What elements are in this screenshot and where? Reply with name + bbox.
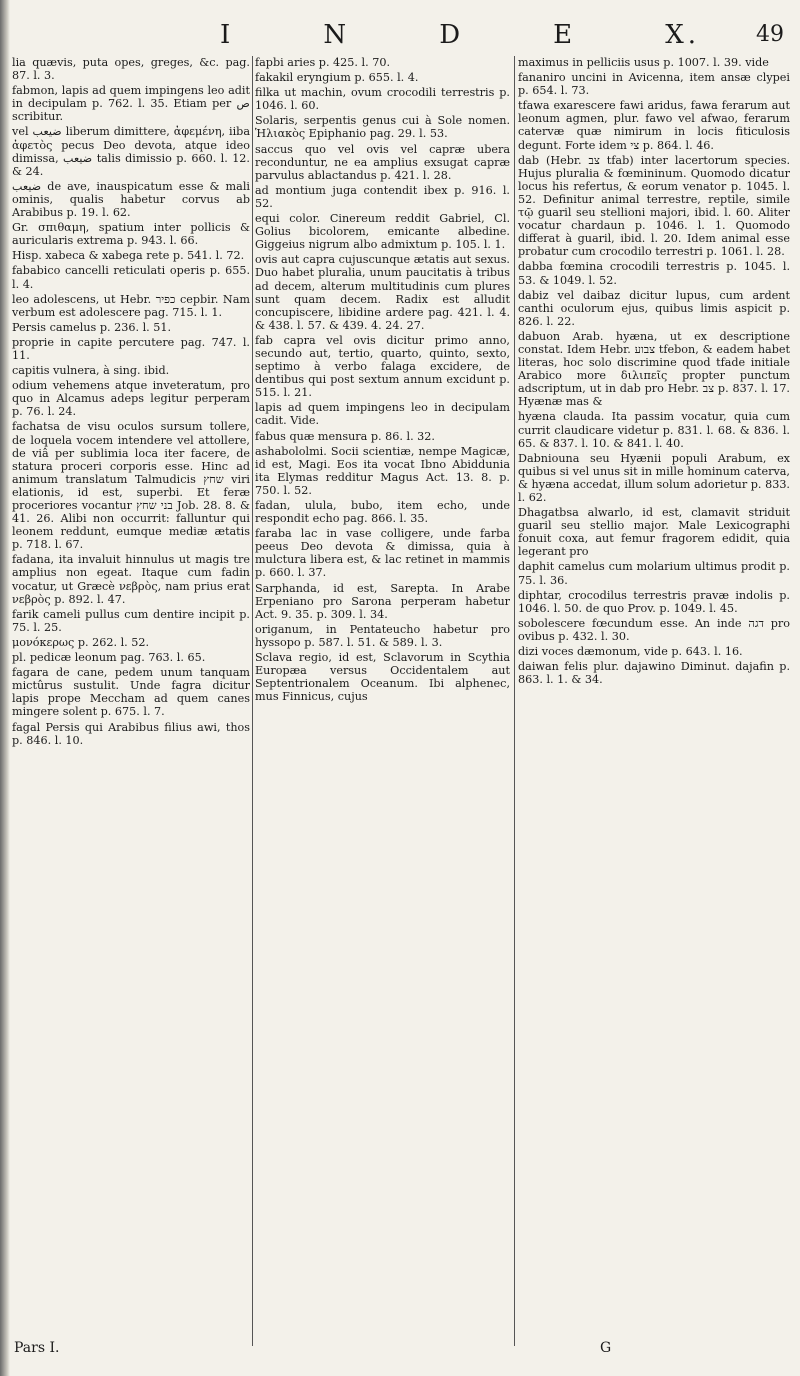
index-entry: μονόκερως p. 262. l. 52. [12,635,150,649]
index-entry: dizi voces dæmonum, vide p. 643. l. 16. [518,645,743,659]
index-entry: fagal Persis qui Arabibus filius awi, thos p. 846. l. 10. [12,720,250,747]
index-entry: pl. pedicæ leonum pag. 763. l. 65. [12,651,206,665]
index-entry: dabiz vel daibaz dicitur lupus, cum ardent canthi oculorum ejus, quibus limis aspicit p. 826. l. 22. [518,288,790,328]
index-entry: fachatsa de visu oculos sursum tollere, de loquela vocem intendere vel attollere, de viâ per sublimia loca iter facere, de statura proceri corporis esse. Hinc ad animum translatum Talmudicis שחץ viri elationis, id est, superbi. Et feræ proceriores vocantur בני שחץ Job. 28. 8. & 41. 26. Alibi non occurrit: falluntur qui leonem reddunt, eumque mediæ ætatis p. 718. l. 67. [12,420,250,552]
index-entry: lapis ad quem impingens leo in decipulam cadit. Vide. [255,401,510,428]
index-entry: Sarphanda, id est, Sarepta. In Arabe Erpeniano pro Sarona perperam habetur Act. 9. 35. p. 309. l. 34. [255,581,510,621]
index-entry: proprie in capite percutere pag. 747. l. 11. [12,335,250,362]
index-entry: sobolescere fœcundum esse. An inde דגה pro ovibus p. 432. l. 30. [518,616,790,643]
header-letter: E [553,20,577,50]
index-entry: daiwan felis plur. dajawino Diminut. dajafin p. 863. l. 1. & 34. [518,660,790,687]
index-entry: fagara de cane, pedem unum tanquam mictûrus sustulit. Unde fagra dicitur lapis prope Meccham ad quem canes mingere solent p. 675. l. 7. [12,666,250,719]
index-entry: ad montium juga contendit ibex p. 916. l. 52. [255,183,510,210]
running-header [220,20,700,50]
header-letter: D [439,20,465,50]
header-letter: I [220,20,235,50]
index-entry: farik cameli pullus cum dentire incipit p. 75. l. 25. [12,607,250,634]
gathering-letter: G [600,1340,612,1356]
index-entry: dabba fœmina crocodili terrestris p. 1045. l. 53. & 1049. l. 52. [518,260,790,287]
index-entry: Gr. σπιθαμη, spatium inter pollicis & auricularis extrema p. 943. l. 66. [12,221,250,248]
right-column [518,56,790,688]
index-entry: fadan, ulula, bubo, item echo, unde respondit echo pag. 866. l. 35. [255,499,510,526]
index-entry: Persis camelus p. 236. l. 51. [12,320,172,334]
header-letter: N [323,20,351,50]
page-number: 49 [756,22,784,47]
index-entry: Hisp. xabeca & xabega rete p. 541. l. 72. [12,249,245,263]
index-entry: dab (Hebr. צב tfab) inter lacertorum species. Hujus pluralia & fœmininum. Quomodo dicatur locus his refertus, & eorum venator p. 1045. l. 52. Definitur animal terrestre, reptile, simile τῷ guaril seu stellioni majori, ibid. l. 60. Aliter vocatur chardaun p. 1046. l. 1. Quomodo differat à guaril, ibid. l. 20. Idem animal esse probatur cum crocodilo terrestri p. 1061. l. 28. [518,153,790,259]
index-entry: hyæna clauda. Ita passim vocatur, quia cum currit claudicare videtur p. 831. l. 68. & 836. l. 65. & 837. l. 10. & 841. l. 40. [518,410,790,450]
index-entry: daphit camelus cum molarium ultimus prodit p. 75. l. 36. [518,560,790,587]
left-column [12,56,250,749]
index-entry: faraba lac in vase colligere, unde farba peeus Deo devota & dimissa, quia à mulctura libera est, & lac retinet in mammis p. 660. l. 37. [255,527,510,580]
index-entry: fananiro uncini in Avicenna, item ansæ clypei p. 654. l. 73. [518,71,790,98]
index-entry: fab capra vel ovis dicitur primo anno, secundo aut, tertio, quarto, quinto, sexto, septimo à verbo falaga excidere, de dentibus qui post sextum annum excidunt p. 515. l. 21. [255,333,510,400]
signature-mark: Pars I. [14,1340,60,1356]
index-entry: ovis aut capra cujuscunque ætatis aut sexus. Duo habet pluralia, unum paucitatis à tribus ad decem, alterum multitudinis cum plures sunt quam decem. Radix est alludit concupiscere, libidine ardere pag. 421. l. 4. & 438. l. 57. & 439. 4. 24. 27. [255,253,510,332]
index-entry: Dabniouna seu Hyænii populi Arabum, ex quibus si vel unus sit in mille hominum caterva, & hyæna accedat, illum solum adorietur p. 833. l. 62. [518,451,790,504]
index-entry: saccus quo vel ovis vel capræ ubera reconduntur, ne ea amplius exsugat capræ parvulus ablactandus p. 421. l. 28. [255,142,510,182]
index-entry: vel ضيعب liberum dimittere, ἀφεμένη, iiba ἀφετὸς pecus Deo devota, atque ideo dimissa, ضيعب talis dimissio p. 660. l. 12. & 24. [12,125,251,178]
book-binding-shadow [0,0,10,1376]
index-entry: maximus in pelliciis usus p. 1007. l. 39. vide [518,56,769,69]
index-entry: Sclava regio, id est, Sclavorum in Scythia Europæa versus Occidentalem aut Septentrionalem Oceanum. Ibi alphenec, mus Finnicus, cujus [255,651,510,704]
middle-column [255,56,510,705]
index-entry: Dhagatbsa alwarlo, id est, clamavit striduit guaril seu stellio major. Male Lexicographi fonuit coxa, aut femur fragorem edidit, quia legerant pro [518,506,790,559]
index-entry: equi color. Cinereum reddit Gabriel, Cl. Golius bicolorem, emicante albedine. Giggeius nigrum albo admixtum p. 105. l. 1. [255,212,510,252]
index-entry: tfawa exarescere fawi aridus, fawa ferarum aut leonum agmen, plur. fawo vel afwao, ferarum catervæ quæ nimirum in locis fiticulosis degunt. Forte idem צי p. 864. l. 46. [518,99,790,152]
index-entry: fabus quæ mensura p. 86. l. 32. [255,429,435,443]
index-entry: fapbi aries p. 425. l. 70. [255,56,391,69]
index-entry: capitis vulnera, à sing. ibid. [12,364,170,378]
index-entry: fadana, ita invaluit hinnulus ut magis tre amplius non egeat. Itaque cum fadin vocatur, ut Græcè νεβρὸς, nam prius erat νεβρὸς p. 892. l. 47. [12,553,250,606]
index-entry: odium vehemens atque inveteratum, pro quo in Alcamus adeps legitur perperam p. 76. l. 24. [12,379,250,419]
index-entry: origanum, in Pentateucho habetur pro hyssopo p. 587. l. 51. & 589. l. 3. [255,622,510,649]
column-rule [252,56,253,1346]
index-entry: Solaris, serpentis genus cui à Sole nomen. Ἡλιακὸς Epiphanio pag. 29. l. 53. [255,114,510,141]
index-entry: fakakil eryngium p. 655. l. 4. [255,71,419,85]
index-entry: leo adolescens, ut Hebr. כפיר cepbir. Nam verbum est adolescere pag. 715. l. 1. [12,292,250,319]
index-entry: filka ut machin, ovum crocodili terrestris p. 1046. l. 60. [255,86,510,113]
index-entry: ashabololmi. Socii scientiæ, nempe Magicæ, id est, Magi. Eos ita vocat Ibno Abiddunia ita Elymas redditur Magus Act. 13. 8. p. 750. l. 52. [255,444,510,497]
index-entry: lia quævis, puta opes, greges, &c. pag. 87. l. 3. [12,56,250,83]
index-entry: fababico cancelli reticulati operis p. 655. l. 4. [12,264,250,291]
column-rule [514,56,515,1346]
index-entry: diphtar, crocodilus terrestris pravæ indolis p. 1046. l. 50. de quo Prov. p. 1049. l. 45. [518,588,790,615]
index-entry: fabmon, lapis ad quem impingens leo adit in decipulam p. 762. l. 35. Etiam per ص scribitur. [12,84,250,124]
header-letter: X. [665,20,700,50]
index-entry: ضيعب de ave, inauspicatum esse & mali ominis, qualis habetur corvus ab Arabibus p. 19. l. 62. [12,179,250,220]
index-entry: dabuon Arab. hyæna, ut ex descriptione constat. Idem Hebr. צבוע tfebon, & eadem habet literas, hoc solo discrimine quod tfade initiale Arabico more διλιπεῖς propter punctum adscriptum, ut in dab pro Hebr. צב p. 837. l. 17. Hyænæ mas & [518,329,790,409]
